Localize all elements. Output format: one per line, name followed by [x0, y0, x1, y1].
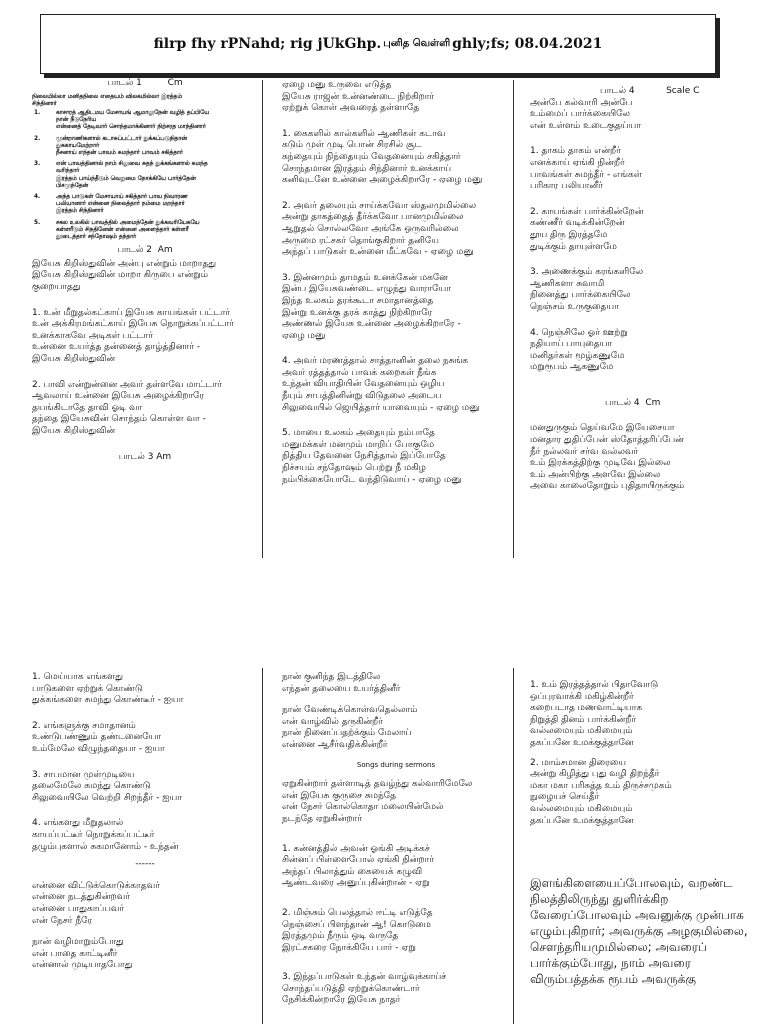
- section-heading: Songs during sermons: [356, 760, 436, 769]
- divider-top-1: [262, 80, 263, 558]
- song1-intro: நிலையில்லா மனிதநிலை எதையம் விலகமில்லா இரத்தம் சிந்தினார்: [32, 93, 182, 107]
- song-chorus: ஏறுகின்றார் தள்ளாடித் தவழ்ந்து கல்வாரிமேலே என் இயேசு குருசை சுமந்தே என் நேசர் கொல்கொதா மலையின்மேல் நடந்தே ஏறுகின்றார்: [282, 779, 473, 824]
- item-text: அந்த பாடுகள் மேசாயாய் சகித்தார் பாவ நிவாரண பலியானார் என்னை நிலைத்தார் நம்மை மறந்தார் இரத்தம் சிந்தினார்: [56, 194, 188, 215]
- song4b-lyrics: மனதுருகும் தெய்வமே இயேசையா மனதார துதிப்பேன் ஸ்தோத்தரிப்பேன் நீர் நல்லவர் சர்வ வல்லவர் உம் இரக்கத்திற்கு முடிவே இல்லை உம் அன்பிற்கு அளவே இல்லை அவை காலைதோறும் புதிதாயிருக்கும்: [530, 423, 685, 492]
- song4b-heading: பாடல் 4 Cm: [605, 397, 661, 408]
- item-number: 2.: [34, 135, 41, 142]
- song-verse: என்னை விட்டுக்கொடுக்காதவர் என்னை நடத்துகின்றவர் என்னை பாதுகாப்பவர் என் நேசர் நீரே: [32, 880, 160, 926]
- song-verse: 3. சாபமான முள்முடியை தலைமேலே சுமந்து கொண்டு சிலுவையிலே வெற்றி சிறந்தீர் - ஐயா: [32, 769, 182, 803]
- scripture-paragraph: [530, 875, 752, 987]
- top-column-3: [530, 86, 750, 507]
- song-verse: 1. மெய்யாக எங்களது பாடுகளை ஏற்றுக் கொண்டு துக்கங்களை சுமந்து கொண்டீர் - ஐயா: [32, 672, 184, 706]
- song1-heading: பாடல் 1 Cm: [107, 78, 183, 88]
- item-text: மூன்றாணிகளால் கடாசுப்பட்டார் துக்கப்படுநிதான் துககாயமேற்றார் நீசனாய் எந்தன் பாவம் சுமந்தார் பாவம் சகித்தார்: [56, 135, 187, 157]
- song-verse: 1. உம் இரத்தத்தால் பிதாவோடு ஒப்புரவாக்கி மகிழ்கின்றீர் கறைபடாத மணவாட்டியாக நிறுத்தி தினம் பார்க்கின்றீர் வல்லமையும் மகிமையும் தகப்பனே உமக்குத்தானே: [530, 680, 659, 748]
- song-verse: நான் வேண்டிக்கொள்வதெல்லாம் என் வாழ்வில் தருகின்றீர் நான் நினைப்பதற்க்கும் மேலாய் என்னை ஆசீர்வதிக்கின்றீர்: [282, 705, 418, 750]
- item-text: காசாரத் ஆதிடமய மேசாயங் ஆமாலுநேன் வழித் தப்பியே நான் நீடுநேரிய என்னைத் தேடிவார் சொந்தமாக்கினார் நிற்சரத மாந்தினார்: [56, 110, 210, 131]
- song-verse: 2. எங்களுக்கு சமாதானம் உண்டுபண்ணும் தண்டனையோ உம்மேலே விழுந்ததையா - ஐயா: [32, 720, 165, 754]
- song4-verse-1: 1. தாகம் தாகம் என்றீர் எனக்காய் ஏங்கி நின்றீர் பாவங்கள் சுமந்தீர் - எங்கள் பரிகார பலியானீர்: [530, 146, 642, 192]
- title-date: ghly;fs; 08.04.2021: [452, 36, 603, 52]
- divider-bottom-2: [513, 668, 514, 1024]
- bottom-column-2: [282, 672, 510, 1021]
- title-subtext: புனித வெள்ளி: [383, 38, 451, 49]
- song3-verse-2: 2. அவர் தலையும் சாய்க்கவோ ஸ்தலமுமில்லை அன்று தாகத்தைத் தீர்க்கவோ பானமுமில்லை ஆறுதல் சொல்லவோ அங்கே ஒருவரில்லை அருமை ரட்சகர் தொங்குகிறார் தனியே அந்தப் பாடுகள் உன்னை மீட்கவே - ஏழை மனு: [282, 200, 477, 258]
- song-verse: 2. மிஞ்சும் பெலத்தால் ஈட்டி எடுத்தே நெஞ்சைப் பிளந்தான் ஆ! கொடுமை இரத்தமும் நீரும் ஒடி வருதே இரட்சகரை நோக்கியே பார் - ஏறு: [282, 907, 433, 953]
- item-text: சகல உலகில் பாவத்தில் அமைந்தேன் துக்கவரியேகயே கள்ளரீடும் சிநதினேன் என்னை அளைத்தார் கள்ளரீ தூடைத்தார் சந்தோஷம் தந்தார்: [56, 219, 200, 241]
- song4-verse-3: 3. அணைக்கும் கரங்களிலே ஆணிகளா சுவாமி நினைத்து பார்க்கையிலே நெஞ்சம் உருகுதையா: [530, 267, 644, 312]
- song3-verse-3: 3. இன்னமும் தாமதம் உனக்கேன் மகனே இன்ப இயேசுவண்டை எழுந்து வாராயோ இந்த உலகம் தரக்கூடா சமாதானத்தை இன்று உனக்கு தரக் காத்து நிற்கிறாரே அண்ணல் இயேசு உன்னை அழைக்கிறாரே - ஏழை மனு: [282, 272, 461, 341]
- song3-verse-1: 1. கைகளில் கால்களில் ஆணிகள் கடாவ கடும் முள் முடி பொன் சிரசில் சூட கந்தையும் நிந்தையும் வேதனையும் சகித்தார் சொந்தமான இரத்தம் சிந்தினார் உனக்காய் கனிவுடனே உன்னை அழைக்கிறாரே - ஏழை மனு: [282, 128, 483, 186]
- bottom-column-1: [32, 672, 258, 986]
- song4-heading: பாடல் 4 Scale C: [600, 86, 700, 96]
- song-verse: நான் குனிந்த இடத்திலே எந்தன் தலையை உயர்த்தினீர்: [282, 672, 401, 694]
- song-verse: 1. கன்னத்தில் அவன் ஓங்கி அடிக்கச் சின்னப் பிள்ளைபோல் ஏங்கி நின்றார் அந்தப் பிலாத்தும் கையைக் கழுவி ஆண்டவரை அனுப்புகின்றான் - ஏறு: [282, 843, 434, 889]
- separator-dashes: ------: [135, 859, 155, 870]
- song-verse: நான் வழிமாறும்போது என் பாதை காட்டினீர் என்னால் முடியாதபோது: [32, 937, 133, 971]
- song3-heading: பாடல் 3 Am: [118, 451, 172, 462]
- song2-verse-1: 1. உன் மீறுதல்கட்காய் இயேசு காயங்கள் பட்டார் உன் அக்கிரமங்கட்காய் இயேசு நொறுக்கப்பட்டார் உனக்காகவே அடிகள் பட்டார் உன்னை உயர்த்த தன்னைத் தாழ்த்தினார் - இயேசு கிறிஸ்துவின்: [32, 307, 234, 364]
- item-number: 1.: [34, 110, 41, 116]
- item-number: 3.: [34, 161, 41, 168]
- header-title-box: [40, 14, 716, 74]
- song4-verse-2: 2. காயங்கள் பார்க்கின்றேன் கண்ணீர் வடிக்கின்றேன் தூய திரு இரத்தமே துடிக்கும் தாயுள்ளமே: [530, 206, 644, 252]
- song2-chorus: இயேசு கிறிஸ்துவின் அன்பு என்றும் மாறாதது இயேசு கிறிஸ்துவின் மாறா கிருபை என்றும் குறையாதது: [32, 258, 217, 293]
- song1-item: [32, 220, 258, 242]
- song3-chorus: ஏழை மனு உருவை எடுத்த இயேசு ராஜன் உன்னண்டை நிற்கிறார் ஏற்றுக் கொள் அவரைத் தள்ளாதே: [282, 80, 435, 114]
- song1-list: [32, 94, 258, 242]
- song1-item: [32, 110, 258, 132]
- song2-verse-2: 2. பாவி என்றுன்னை அவர் தள்ளவே மாட்டார் ஆவலாய் உன்னை இயேசு அழைக்கிறாரே தயங்கிடாதே தாவி ஓடி வா தந்தை இயேசுவின் சொந்தம் கொள்ள வா - இயேசு கிறிஸ்துவின்: [32, 379, 222, 436]
- top-column-1: [32, 78, 258, 463]
- top-column-2: [282, 80, 510, 500]
- song4-chorus: அன்பே கல்வாரி அன்பே உம்மைப் பார்க்கையிலே என் உள்ளம் உடைகுதய்யா: [530, 97, 641, 131]
- divider-bottom-1: [262, 668, 263, 1024]
- bottom-column-3: [530, 680, 752, 1001]
- song3-verse-4: 4. அவர் மரணத்தால் சாத்தானின் தலை நசுங்க அவர் ரத்தத்தால் பாவக் கறைகள் நீங்க உந்தன் வியாதியின் வேதனையும் ஒழிய நீயும் சாபத்தினின்று விடுதலை அடைய சிலுவையில் ஜெயித்தார் யாவையும் - ஏழை மனு: [282, 356, 480, 413]
- song4-verse-4: 4. நெஞ்சிலே ஓர் ஊற்று நதியாய் பாயுதையா மனிதர்கள் மூழ்கணுமே மறுரூபம் ஆகணுமே: [530, 327, 628, 373]
- divider-top-2: [513, 80, 514, 558]
- song-verse: 4. எங்களது மீறுதலால் காயப்பட்டீர் நொறுக்கப்பட்டீர் தழும்புகளால் சுகமானோம் - உந்தன்: [32, 818, 179, 852]
- item-number: 5.: [34, 219, 41, 226]
- item-text: என் பாவத்தினால் நாம் சிலுவை சுதந் துக்கங்களால் சுமந்த வரிந்தார் இரத்தம் பாய்ந்தீடும் வெறுமை நோக்கியே பார்த்தேன் பிசமுந்தேன்: [56, 161, 208, 189]
- scripture-text: இளங்கிளையைப்போலவும், வறண்ட நிலத்திலிருந்து துளிர்க்கிற வேரைப்போலவும் அவனுக்கு முன்பாக எழும்புகிறார்; அவருக்கு அழகுமில்லை, சௌந்தரியமுமில்லை; அவரைப் பார்க்கும்போது, நாம் அவரை விரும்பத்தக்க ரூபம் அவருக்கு: [530, 876, 748, 987]
- song2-heading: பாடல் 2 Am: [117, 245, 173, 256]
- song1-item: [32, 194, 258, 216]
- song3-verse-5: 5. மாயை உலகம் அதையும் நம்பாதே மனுமக்கள் மனமும் மாறிப் போகுமே நித்திய தேவனை நேசித்தால் இப்போதே நிச்சயம் சந்தோஷம் பெற்று நீ மகிழ நம்பிக்கையோடே வந்திடுவாய் - ஏழை மனு: [282, 428, 462, 485]
- song1-item: [32, 136, 258, 158]
- song-verse: 3. இந்தப்பாடுகள் உந்தன் வாழ்வுக்காய்ச் சொந்தப்படுத்தி ஏற்றுக்கொண்டார் நேசிக்கின்றாரே இயேசு நாதர்: [282, 972, 447, 1006]
- title-text: filrp fhy rPNahd; rig jUkGhp.: [153, 36, 382, 52]
- item-number: 4.: [34, 194, 41, 201]
- song1-item: [32, 161, 258, 190]
- song-verse: 2. மாம்சமான திரையை அன்று கிழித்து புது வழி திறந்தீர் மகா மகா பரிசுத்த உம் திருச்சமுகம் நுழையச் செய்தீர் வல்லமையும் மகிமையும் தகப்பனே உமக்குத்தானே: [530, 757, 672, 826]
